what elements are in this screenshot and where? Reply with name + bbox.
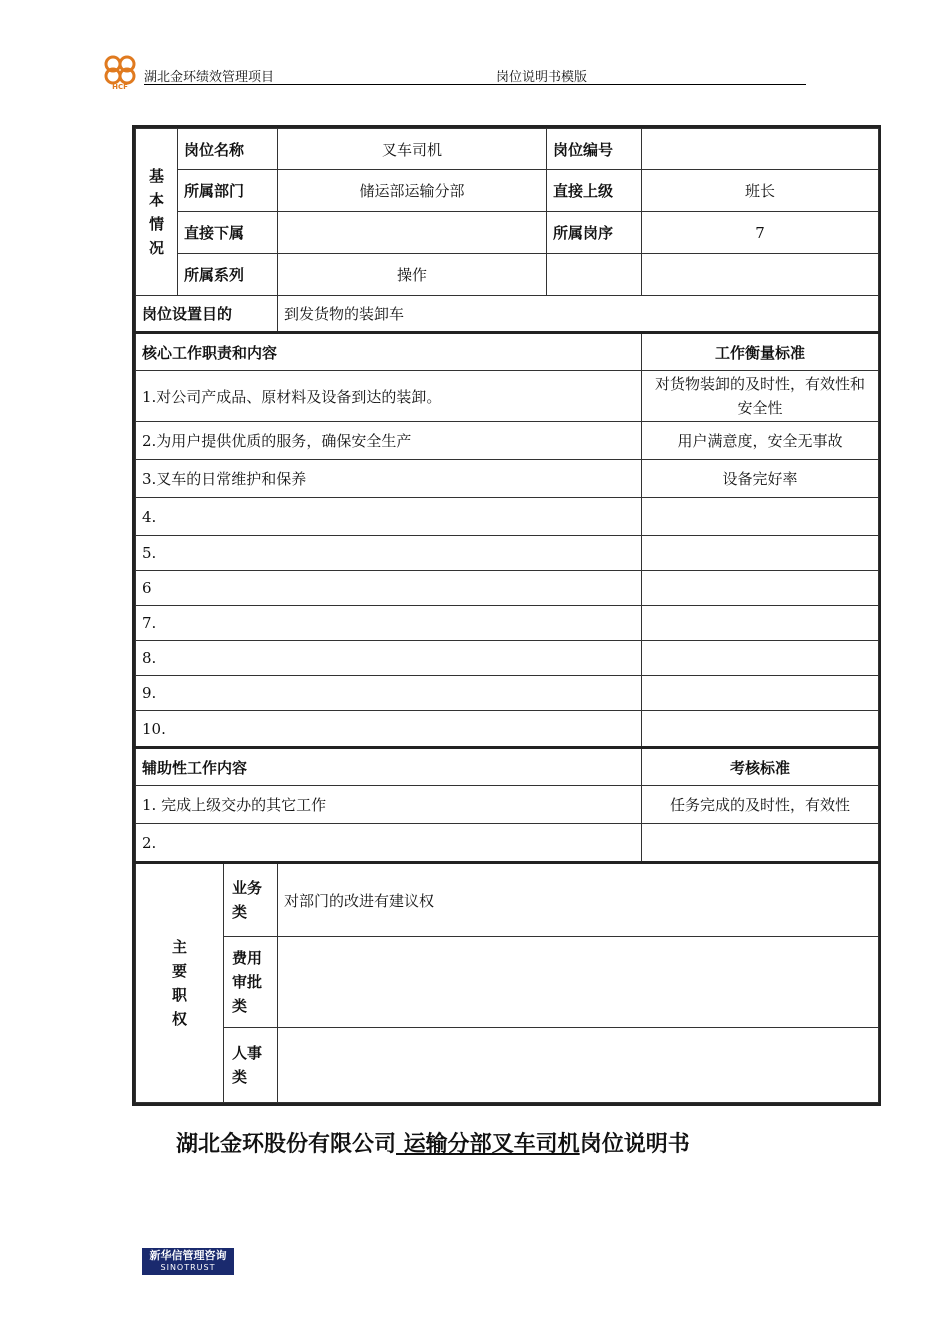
authority-section-label: 主要职权	[136, 863, 224, 1103]
core-standard	[642, 498, 879, 536]
header-divider	[144, 84, 806, 85]
superior-label: 直接上级	[547, 170, 642, 212]
position-name-label: 岗位名称	[178, 129, 278, 170]
aux-duty: 1. 完成上级交办的其它工作	[136, 786, 642, 824]
aux-header-right: 考核标准	[642, 748, 879, 786]
consultancy-logo-en: SINOTRUST	[160, 1263, 216, 1272]
authority-row	[136, 1028, 879, 1103]
core-row	[136, 571, 879, 606]
basic-section-label: 基本情况	[136, 129, 178, 296]
core-duty: 6	[136, 571, 642, 606]
position-code-label: 岗位编号	[547, 129, 642, 170]
core-row	[136, 536, 879, 571]
core-row	[136, 371, 879, 422]
core-duty: 10.	[136, 711, 642, 748]
core-standard	[642, 676, 879, 711]
core-row	[136, 460, 879, 498]
basic-row-4	[136, 254, 879, 296]
sequence-label: 所属岗序	[547, 212, 642, 254]
authority-value	[278, 937, 879, 1028]
core-row	[136, 498, 879, 536]
core-standard	[642, 711, 879, 748]
core-row	[136, 711, 879, 748]
core-duty: 2.为用户提供优质的服务，确保安全生产	[136, 422, 642, 460]
core-standard	[642, 606, 879, 641]
core-standard	[642, 641, 879, 676]
page-header	[100, 52, 806, 88]
purpose-row	[136, 296, 879, 333]
consultancy-logo-cn: 新华信管理咨询	[149, 1249, 227, 1262]
core-standard: 对货物装卸的及时性，有效性和安全性	[642, 371, 879, 422]
core-duty: 5.	[136, 536, 642, 571]
series-value: 操作	[278, 254, 547, 296]
basic-row-3	[136, 212, 879, 254]
aux-standard: 任务完成的及时性，有效性	[642, 786, 879, 824]
core-duty: 8.	[136, 641, 642, 676]
core-header-row	[136, 333, 879, 371]
aux-header-row	[136, 748, 879, 786]
authority-value: 对部门的改进有建议权	[278, 863, 879, 937]
footer-document-name: 岗位说明书	[579, 1132, 690, 1157]
subordinate-value	[278, 212, 547, 254]
basic-row-1	[136, 129, 879, 170]
authority-row	[136, 863, 879, 937]
core-row	[136, 606, 879, 641]
core-row	[136, 422, 879, 460]
core-standard: 设备完好率	[642, 460, 879, 498]
position-code-value	[642, 129, 879, 170]
header-document-type: 岗位说明书模版	[496, 70, 588, 85]
footer-position-name: 运输分部叉车司机	[396, 1132, 580, 1157]
core-duty: 4.	[136, 498, 642, 536]
aux-standard	[642, 824, 879, 863]
department-label: 所属部门	[178, 170, 278, 212]
authority-label: 业务类	[224, 863, 278, 937]
authority-label: 人事类	[224, 1028, 278, 1103]
core-row	[136, 641, 879, 676]
core-duty: 9.	[136, 676, 642, 711]
superior-value: 班长	[642, 170, 879, 212]
job-description-table	[132, 125, 881, 1106]
company-logo-icon	[100, 54, 140, 90]
core-duty: 1.对公司产成品、原材料及设备到达的装卸。	[136, 371, 642, 422]
position-name-value: 叉车司机	[278, 129, 547, 170]
document-footer-title	[176, 1127, 690, 1158]
aux-header-left: 辅助性工作内容	[136, 748, 642, 786]
basic-row-2	[136, 170, 879, 212]
core-header-right: 工作衡量标准	[642, 333, 879, 371]
authority-value	[278, 1028, 879, 1103]
series-label: 所属系列	[178, 254, 278, 296]
series-empty-cell	[547, 254, 642, 296]
core-standard	[642, 536, 879, 571]
series-empty-cell-2	[642, 254, 879, 296]
logo-text: HCF	[112, 83, 128, 90]
core-standard	[642, 571, 879, 606]
core-row	[136, 676, 879, 711]
core-duty: 3.叉车的日常维护和保养	[136, 460, 642, 498]
footer-company-name: 湖北金环股份有限公司	[176, 1132, 397, 1157]
header-project-name: 湖北金环绩效管理项目	[144, 70, 275, 85]
subordinate-label: 直接下属	[178, 212, 278, 254]
purpose-label: 岗位设置目的	[136, 296, 278, 333]
aux-row	[136, 824, 879, 863]
core-header-left: 核心工作职责和内容	[136, 333, 642, 371]
purpose-value: 到发货物的装卸车	[278, 296, 879, 333]
authority-label: 费用审批类	[224, 937, 278, 1028]
core-duty: 7.	[136, 606, 642, 641]
sequence-value: 7	[642, 212, 879, 254]
consultancy-logo	[142, 1248, 234, 1275]
authority-row	[136, 937, 879, 1028]
core-standard: 用户满意度，安全无事故	[642, 422, 879, 460]
aux-duty: 2.	[136, 824, 642, 863]
aux-row	[136, 786, 879, 824]
department-value: 储运部运输分部	[278, 170, 547, 212]
